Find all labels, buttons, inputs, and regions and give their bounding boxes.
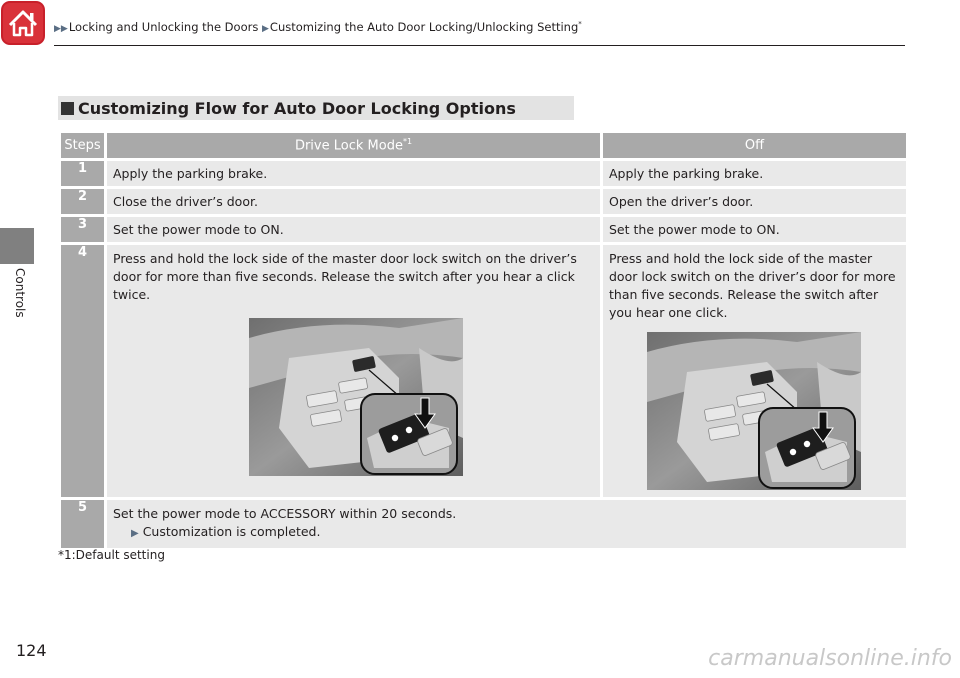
watermark: carmanualsonline.info [708,646,952,671]
step-5-result [113,523,900,543]
step-number: 2 [60,188,106,216]
chevron-right-icon: ▶ [262,24,269,34]
breadcrumb [54,20,582,34]
side-tab-label: Controls [13,268,27,318]
off-instruction-text: Press and hold the lock side of the master door lock switch on the driver’s door for more than five seconds. Release the switch after you hear one click. [609,251,896,320]
off-instruction: Apply the parking brake. [602,160,908,188]
table-header-row [60,132,908,160]
table-row [60,216,908,244]
switch-illustration [609,332,900,492]
chevron-right-icon: ▶▶ [54,24,68,34]
page-number: 124 [16,641,47,660]
table-row [60,188,908,216]
breadcrumb-current: Customizing the Auto Door Locking/Unlocking Setting [269,20,579,34]
table-row [60,499,908,550]
section-title [58,96,574,120]
table-row [60,160,908,188]
step-number: 1 [60,160,106,188]
square-bullet-icon [61,102,74,115]
drive-lock-instruction: Apply the parking brake. [106,160,602,188]
switch-illustration [113,318,594,478]
master-door-lock-switch-illustration [249,318,463,476]
home-icon[interactable] [0,0,46,46]
header-drive-lock-mode-label: Drive Lock Mode [294,138,403,154]
step-number: 5 [60,499,106,550]
header-steps: Steps [60,132,106,160]
off-instruction [602,244,908,499]
breadcrumb-option-mark: * [578,20,582,29]
step-number: 4 [60,244,106,499]
footnote-ref: *1 [402,137,413,147]
off-instruction: Set the power mode to ON. [602,216,908,244]
section-title-text: Customizing Flow for Auto Door Locking Options [78,98,516,118]
chevron-right-icon: ▶ [131,528,139,539]
drive-lock-instruction-text: Press and hold the lock side of the master door lock switch on the driver’s door for more than five seconds. Release the switch after you hear a click twice. [113,251,577,302]
drive-lock-instruction: Close the driver’s door. [106,188,602,216]
table-row [60,244,908,499]
side-tab-marker [0,228,34,264]
master-door-lock-switch-illustration [647,332,861,490]
header-off: Off [602,132,908,160]
step-5-instruction [106,499,908,550]
step-5-instruction-text: Set the power mode to ACCESSORY within 20 seconds. [113,506,457,521]
customizing-flow-table [58,130,909,551]
footnote: *1:Default setting [58,548,165,562]
drive-lock-instruction [106,244,602,499]
drive-lock-instruction: Set the power mode to ON. [106,216,602,244]
header-divider [54,45,905,46]
step-5-result-text: Customization is completed. [142,524,321,539]
step-number: 3 [60,216,106,244]
off-instruction: Open the driver’s door. [602,188,908,216]
breadcrumb-link-doors[interactable]: Locking and Unlocking the Doors [68,20,259,34]
header-drive-lock-mode [106,132,602,160]
